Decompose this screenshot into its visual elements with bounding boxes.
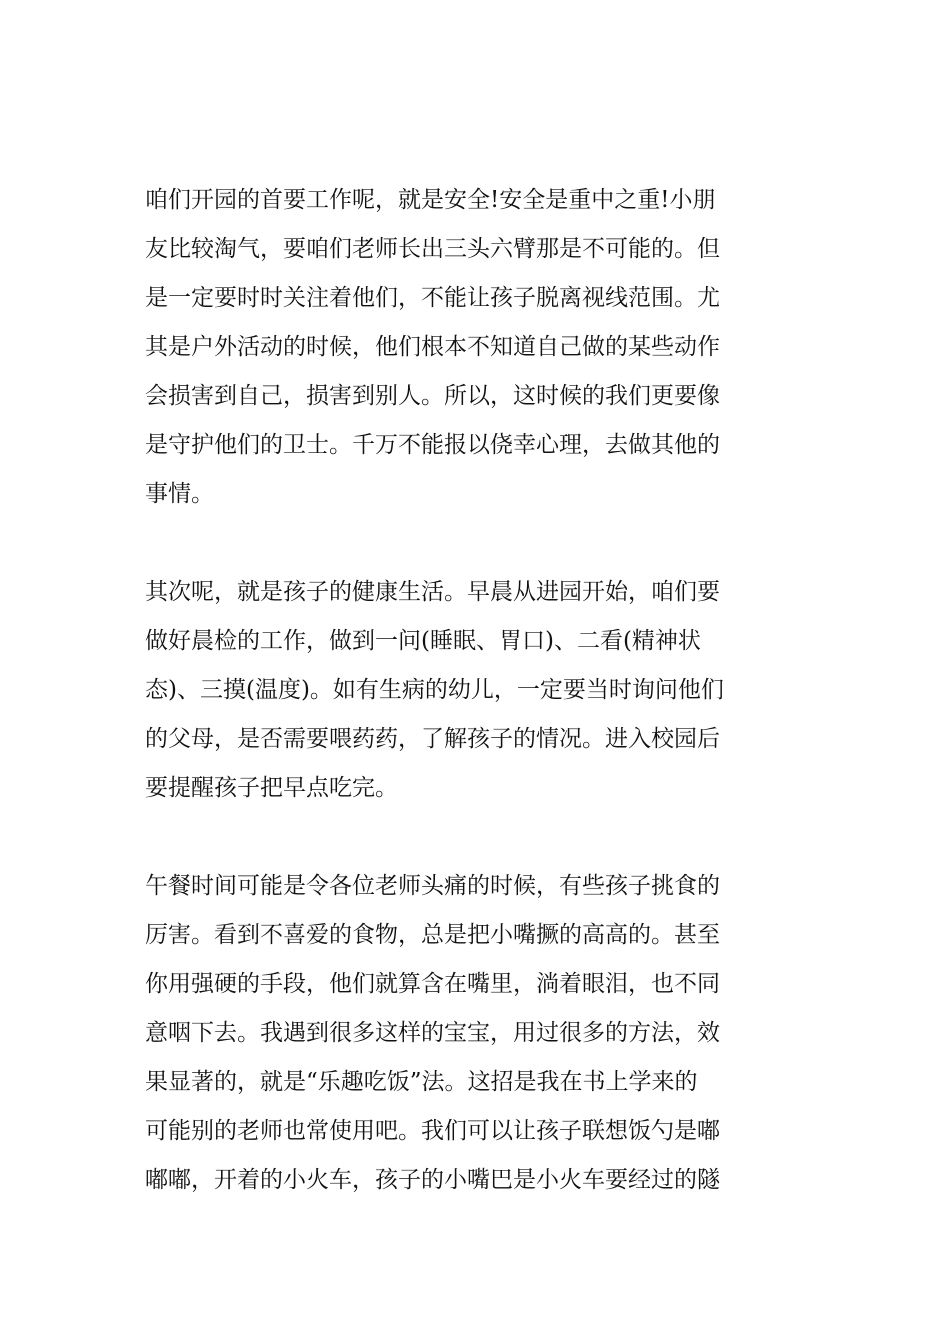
text-line: 要提醒孩子把早点吃完。: [145, 775, 398, 801]
text-line: 是守护他们的卫士。千万不能报以侥幸心理，去做其他的: [145, 432, 720, 458]
text-line: 事情。: [145, 481, 214, 507]
text-line: 态)、三摸(温度)。如有生病的幼儿，一定要当时询问他们: [145, 677, 724, 703]
text-line: 午餐时间可能是令各位老师头痛的时候，有些孩子挑食的: [145, 873, 720, 899]
paragraph-lunch: [145, 862, 815, 1205]
document-body: [145, 176, 815, 1205]
text-line: 你用强硬的手段，他们就算含在嘴里，淌着眼泪，也不同: [145, 971, 720, 997]
text-line: 是一定要时时关注着他们，不能让孩子脱离视线范围。尤: [145, 285, 720, 311]
paragraph-safety: [145, 176, 815, 519]
text-line: 的父母，是否需要喂药药，了解孩子的情况。进入校园后: [145, 726, 720, 752]
text-line: 可能别的老师也常使用吧。我们可以让孩子联想饭勺是嘟: [145, 1118, 720, 1144]
text-line: 会损害到自己，损害到别人。所以，这时候的我们更要像: [145, 383, 720, 409]
text-line: 嘟嘟，开着的小火车，孩子的小嘴巴是小火车要经过的隧: [145, 1167, 720, 1193]
text-line: 友比较淘气，要咱们老师长出三头六臂那是不可能的。但: [145, 236, 720, 262]
text-line: 果显著的，就是“乐趣吃饭”法。这招是我在书上学来的: [145, 1069, 698, 1095]
text-line: 做好晨检的工作，做到一问(睡眠、胃口)、二看(精神状: [145, 628, 701, 654]
text-line: 其次呢，就是孩子的健康生活。早晨从进园开始，咱们要: [145, 579, 720, 605]
text-line: 厉害。看到不喜爱的食物，总是把小嘴撅的高高的。甚至: [145, 922, 720, 948]
paragraph-health: [145, 568, 815, 813]
text-line: 咱们开园的首要工作呢，就是安全!安全是重中之重!小朋: [145, 187, 716, 213]
text-line: 意咽下去。我遇到很多这样的宝宝，用过很多的方法，效: [145, 1020, 720, 1046]
text-line: 其是户外活动的时候，他们根本不知道自己做的某些动作: [145, 334, 720, 360]
